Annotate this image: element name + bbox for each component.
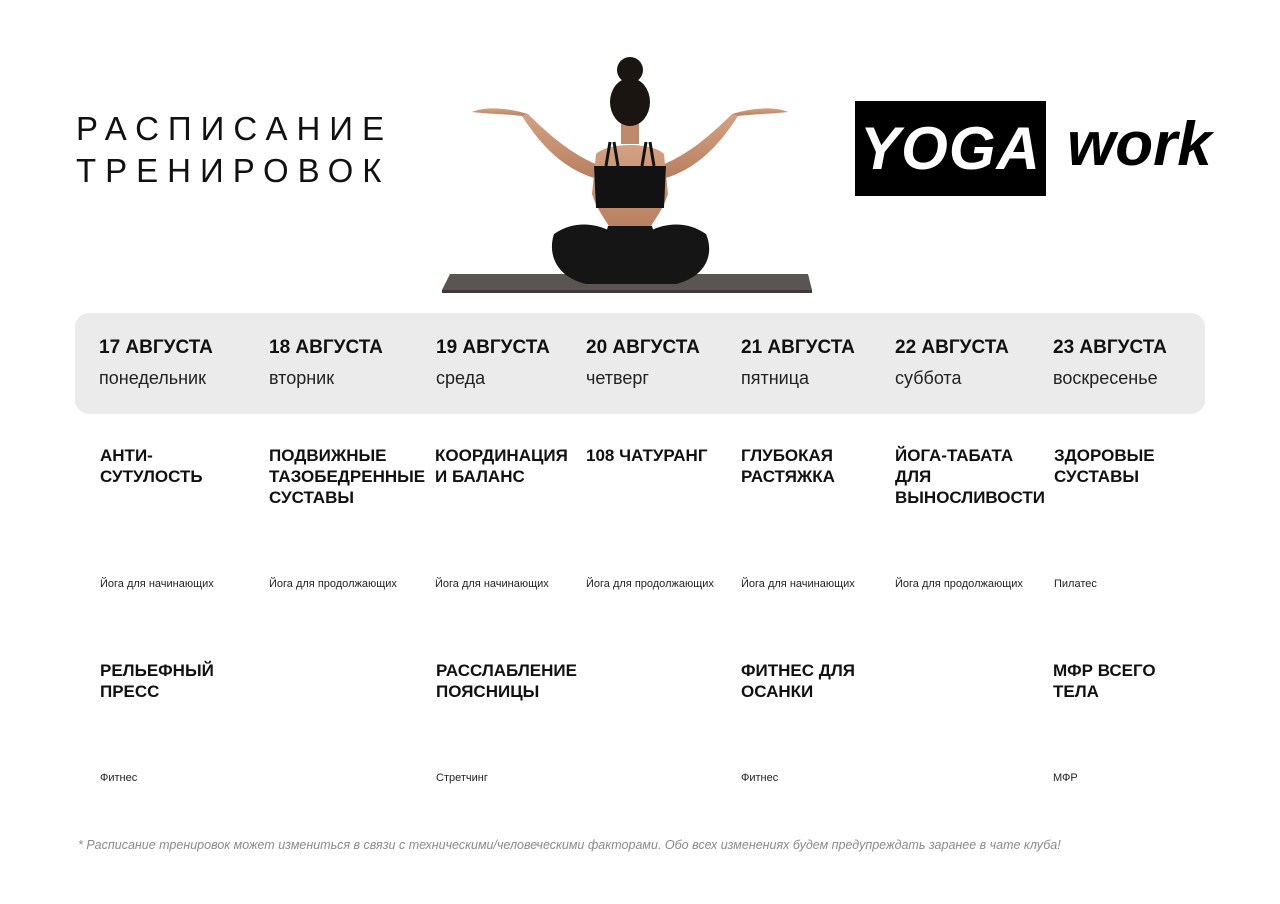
class-name: АНТИ- СУТУЛОСТЬ xyxy=(100,446,203,486)
day-header xyxy=(99,337,213,389)
class-type: Йога для начинающих xyxy=(741,578,855,590)
day-weekday: вторник xyxy=(269,368,335,388)
class-cell xyxy=(100,660,214,784)
class-name: ГЛУБОКАЯ РАСТЯЖКА xyxy=(741,446,835,486)
day-header xyxy=(436,337,550,389)
day-date: 22 АВГУСТА xyxy=(895,337,1009,358)
day-header xyxy=(586,337,700,389)
class-cell xyxy=(741,445,855,590)
class-type: Йога для начинающих xyxy=(435,578,549,590)
day-header xyxy=(1053,337,1167,389)
class-name: КООРДИНАЦИЯ И БАЛАНС xyxy=(435,446,568,486)
title-line-2: ТРЕНИРОВОК xyxy=(76,152,391,189)
days-bar xyxy=(75,313,1205,414)
class-cell xyxy=(100,445,214,590)
class-type: Фитнес xyxy=(100,772,138,784)
logo-box: YOGA xyxy=(855,101,1046,196)
class-type: Йога для продолжающих xyxy=(269,578,397,590)
class-name: ЗДОРОВЫЕ СУСТАВЫ xyxy=(1054,446,1155,486)
title-line-1: РАСПИСАНИЕ xyxy=(76,110,394,147)
class-type: МФР xyxy=(1053,772,1078,784)
day-date: 21 АВГУСТА xyxy=(741,337,855,358)
class-type: Фитнес xyxy=(741,772,779,784)
day-date: 18 АВГУСТА xyxy=(269,337,383,358)
class-cell xyxy=(1053,660,1156,784)
class-cell xyxy=(741,660,855,784)
schedule-note: * Расписание тренировок может измениться в связи с техническими/человеческими факторами. Обо всех изменениях будем предупреждать заранее в чате клуба! xyxy=(78,838,1061,852)
day-weekday: воскресенье xyxy=(1053,368,1158,388)
day-weekday: пятница xyxy=(741,368,810,388)
class-name: РАССЛАБЛЕНИЕ ПОЯСНИЦЫ xyxy=(436,661,577,701)
class-name: ЙОГА-ТАБАТА ДЛЯ ВЫНОСЛИВОСТИ xyxy=(895,446,1045,507)
class-type: Пилатес xyxy=(1054,578,1097,590)
class-type: Йога для продолжающих xyxy=(895,578,1023,590)
day-header xyxy=(895,337,1009,389)
class-cell xyxy=(895,445,1045,590)
class-name: МФР ВСЕГО ТЕЛА xyxy=(1053,661,1156,701)
day-header xyxy=(269,337,383,389)
day-header xyxy=(741,337,855,389)
day-weekday: понедельник xyxy=(99,368,206,388)
class-cell xyxy=(269,445,426,590)
class-name: ПОДВИЖНЫЕ ТАЗОБЕДРЕННЫЕ СУСТАВЫ xyxy=(269,446,426,507)
class-type: Йога для продолжающих xyxy=(586,578,714,590)
day-date: 17 АВГУСТА xyxy=(99,337,213,358)
class-name: ФИТНЕС ДЛЯ ОСАНКИ xyxy=(741,661,855,701)
page-title xyxy=(76,108,393,192)
logo-word: work xyxy=(1067,110,1212,179)
day-weekday: среда xyxy=(436,368,486,388)
class-type: Йога для начинающих xyxy=(100,578,214,590)
class-name: 108 ЧАТУРАНГ xyxy=(586,446,708,465)
class-cell xyxy=(1054,445,1155,590)
class-type: Стретчинг xyxy=(436,772,488,784)
yoga-woman-image xyxy=(436,44,824,300)
class-cell xyxy=(435,445,568,590)
day-date: 23 АВГУСТА xyxy=(1053,337,1167,358)
class-name: РЕЛЬЕФНЫЙ ПРЕСС xyxy=(100,661,214,701)
day-weekday: суббота xyxy=(895,368,962,388)
class-cell xyxy=(586,445,714,590)
day-date: 20 АВГУСТА xyxy=(586,337,700,358)
day-weekday: четверг xyxy=(586,368,649,388)
day-date: 19 АВГУСТА xyxy=(436,337,550,358)
class-cell xyxy=(436,660,577,784)
